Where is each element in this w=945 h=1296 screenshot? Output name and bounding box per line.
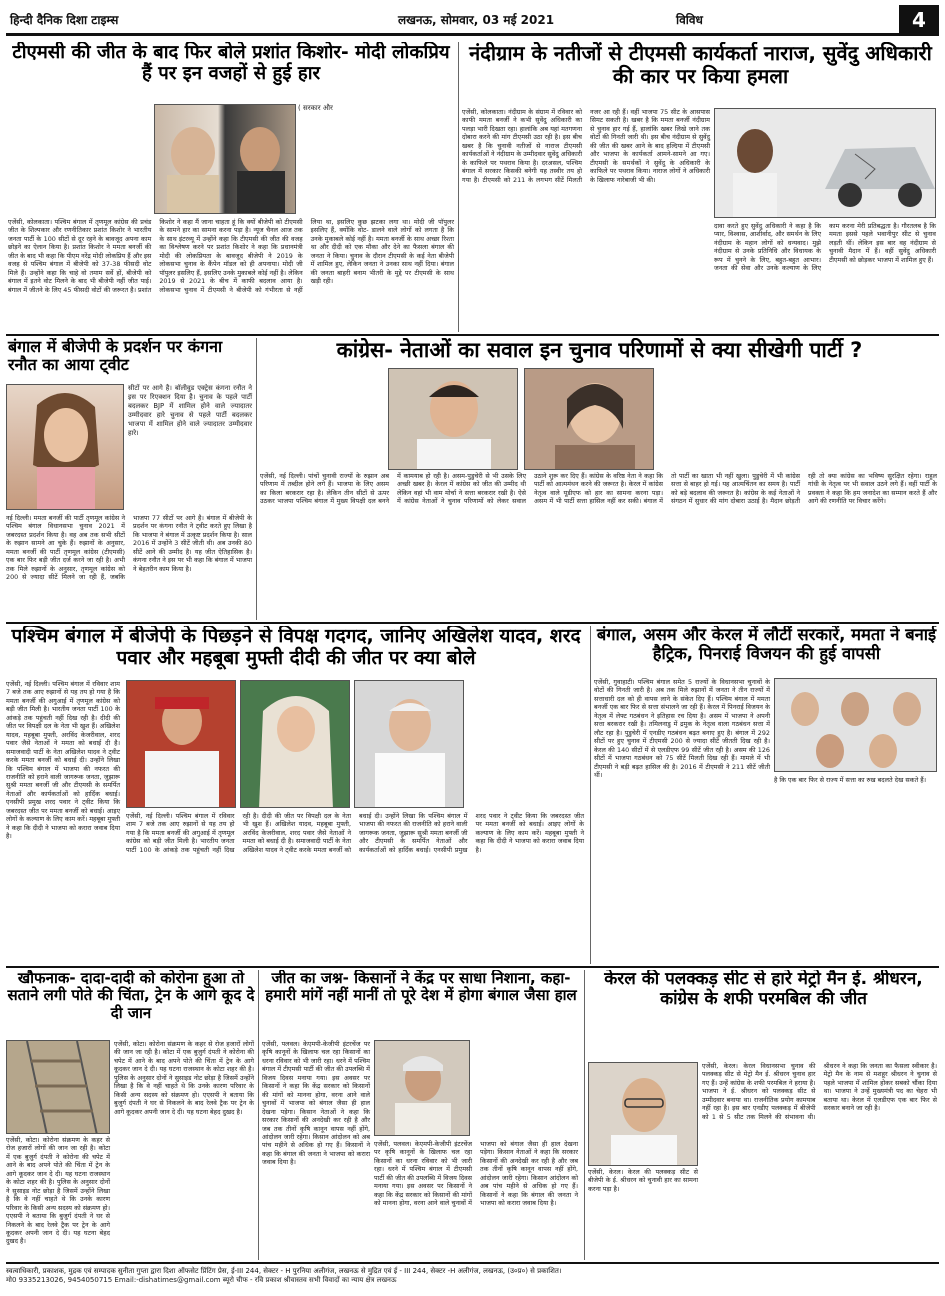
section-rule xyxy=(6,622,939,624)
story-bengal-assam-body: एजेंसी, गुवाहाटी। पश्चिम बंगाल समेत 5 राज्यों के विधानसभा चुनावों के वोटों की गिनती जारी है। अब तक मिले रुझानों में जनता ने तीन राज्यों में सत्ताधारी दल को ही वापस लाने के संकेत दिए हैं। पश्चिम बंगाल में ममता बनर्जी एक बार फिर से सत्ता संभालने जा रही हैं। केरल में पिनराई विजयन के नेतृत्व में लेफ्ट गठबंधन ने इतिहास रच दिया है। असम में भाजपा ने अपनी सत्ता बरकरार रखी है। तमिलनाडु में द्रमुक के नेतृत्व वाला गठबंधन सत्ता में लौट रहा है। पुडुचेरी में एनडीए गठबंधन बढ़त बनाए हुए है। बंगाल में 292 सीटों पर हुए चुनाव में टीएमसी 200 से ज्यादा सीटें जीतती दिख रही है। केरल की 140 सीटों में से एलडीएफ 99 सीटें जीत रही है। असम की 126 सीटों में भाजपा गठबंधन को 75 सीटें मिलती दिख रही हैं। मामले में भी टीएमसी ने बड़ी बढ़त हासिल की है। 2016 में टीएमसी ने 211 सीटें जीती थीं। xyxy=(594,678,770,779)
section-rule xyxy=(6,966,939,968)
story-kangana-side: सीटों पर आगे है। बॉलीवुड एक्ट्रेस कंगना रनौत ने इस पर रिएक्शन दिया है। चुनाव के पहले पार्टी बदलकर BJP में शामिल होने वाले ज्यादातर उम्मीदवार हारे चुनाव से पहले पार्टी बदलकर भाजपा में शामिल होने वाले ज्यादातर उम्मीदवार हारे। xyxy=(128,384,252,437)
story-nandigram xyxy=(462,42,939,332)
story-farmers-body: एजेंसी, पलवल। केएमपी-केजीपी इंटरचेंज पर कृषि कानूनों के खिलाफ चल रहा किसानों का धरना रविवार को भी जारी रहा। धरने में पश्चिम बंगाल में टीएमसी पार्टी की जीत की उपलब्धि में विजय दिवस मनाया गया। इस अवसर पर किसानों ने कहा कि केंद्र सरकार को किसानों की मांगों को मानना होगा, वरना आने वाले चुनावों में भाजपा को बंगाल जैसा ही हाल देखना पड़ेगा। किसान नेताओं ने कहा कि सरकार किसानों की अनदेखी कर रही है और जब तक तीनों कृषि कानून वापस नहीं होंगे, आंदोलन जारी रहेगा। किसान आंदोलन को अब पांच महीने से अधिक हो गए हैं। किसानों ने कहा कि बंगाल की जनता ने भाजपा को करारा जवाब दिया है। xyxy=(374,1140,578,1208)
contact-line: मो0 9335213026, 9454050715 Email:-dishatimes@gmail.com ब्यूरो चीफ - रवि प्रकाश श्रीवास्तव सभी विवादों का न्याय क्षेत्र लखनऊ xyxy=(6,1276,397,1285)
column-rule xyxy=(590,626,591,964)
story-tmc-photo xyxy=(154,104,296,214)
story-kerala-caption: एजेंसी, केरल। केरल की पलक्कड़ सीट से बीजेपी के ई. श्रीधरन को चुनावी हार का सामना करना पड़ा है। xyxy=(588,1168,698,1193)
story-tmc xyxy=(6,42,456,332)
story-bengal-assam-headline: बंगाल, असम और केरल में लौटीं सरकारें, ममता ने बनाई हैट्रिक, पिनराई विजयन की हुई वापसी xyxy=(596,626,937,663)
story-akhilesh xyxy=(6,626,586,964)
story-suicide-body-right: एजेंसी, कोटा। कोरोना संक्रमण के कहर से रोज हजारों लोगों की जान जा रही है। कोटा में एक बुजुर्ग दंपती ने कोरोना की चपेट में आने के बाद अपने पोते की चिंता में ट्रेन के आगे कूदकर जान दे दी। यह घटना राजस्थान के कोटा शहर की है। पुलिस के अनुसार दोनों ने सुसाइड नोट छोड़ा है जिसमें उन्होंने लिखा है कि वे नहीं चाहते थे कि उनके कारण परिवार के किसी अन्य सदस्य को संक्रमण हो। एएसपी ने बताया कि बुजुर्ग दंपती ने घर से निकलने के बाद रेलवे ट्रैक पर ट्रेन के आगे कूदकर अपनी जान दे दी। यह घटना बेहद दुखद है। xyxy=(114,1040,254,1116)
story-akhilesh-body: एजेंसी, नई दिल्ली। पश्चिम बंगाल में रविवार शाम 7 बजे तक आए रुझानों से यह तय हो गया है कि ममता बनर्जी की अगुआई में तृणमूल कांग्रेस को बड़ी जीत मिली है। भारतीय जनता पार्टी 100 के आंकड़े तक पहुंचती नहीं दिख रही है। दीदी की जीत पर विपक्षी दल के नेता भी खुश हैं। अखिलेश यादव, महबूबा मुफ्ती, अरविंद केजरीवाल, शरद पवार जैसे नेताओं ने ममता को बधाई दी है। समाजवादी पार्टी के नेता अखिलेश यादव ने ट्वीट करके ममता बनर्जी को बधाई दी। उन्होंने लिखा कि पश्चिम बंगाल में भाजपा की नफरत की राजनीति को हराने वाली जागरूक जनता, जुझारू सुश्री ममता बनर्जी जी और टीएमसी के समर्पित नेताओं और कार्यकर्ताओं को हार्दिक बधाई। एनसीपी प्रमुख शरद पवार ने ट्वीट किया कि जबरदस्त जीत पर ममता बनर्जी को बधाई। आइए लोगों के कल्याण के लिए काम करें। महबूबा मुफ्ती ने कहा कि दीदी ने भाजपा को करारा जवाब दिया है। xyxy=(6,680,120,841)
story-akhilesh-headline: पश्चिम बंगाल में बीजेपी के पिछड़ने से विपक्ष गदगद, जानिए अखिलेश यादव, शरद पवार और महबूबा मुफ्ती दीदी की जीत पर क्या बोले xyxy=(11,626,581,669)
story-suicide-photo xyxy=(6,1040,110,1134)
section-rule xyxy=(6,334,939,336)
story-kangana-photo xyxy=(6,384,124,510)
story-congress-photo-rahul xyxy=(388,368,518,470)
story-congress xyxy=(260,338,939,620)
column-rule xyxy=(584,970,585,1260)
portrait-illustration xyxy=(241,681,350,808)
imprint-line: स्वत्वाधिकारी, प्रकाशक, मुद्रक एवं सम्पादक सुनीता गुप्ता द्वारा दिशा ऑफसेट प्रिंटिंग प्रेस, ई-III 244, सेक्टर - H पुरनिया अलीगंज, लखनऊ से मुद्रित एवं ई - III 244, सेक्टर -H अलीगंज, लखनऊ, (उ०प्र०) से प्रकाशित। xyxy=(6,1267,562,1275)
paper-name: हिन्दी दैनिक दिशा टाइम्स xyxy=(10,13,119,27)
portrait-illustration xyxy=(375,1041,470,1136)
story-bengal-assam xyxy=(594,626,939,964)
story-kerala xyxy=(588,970,939,1260)
portrait-illustration xyxy=(589,1063,698,1166)
story-farmers-body-left: एजेंसी, पलवल। केएमपी-केजीपी इंटरचेंज पर कृषि कानूनों के खिलाफ चल रहा किसानों का धरना रविवार को भी जारी रहा। धरने में पश्चिम बंगाल में टीएमसी पार्टी की जीत की उपलब्धि में विजय दिवस मनाया गया। इस अवसर पर किसानों ने कहा कि केंद्र सरकार को किसानों की मांगों को मानना होगा, वरना आने वाले चुनावों में भाजपा को बंगाल जैसा ही हाल देखना पड़ेगा। किसान नेताओं ने कहा कि सरकार किसानों की अनदेखी कर रही है और जब तक तीनों कृषि कानून वापस नहीं होंगे, आंदोलन जारी रहेगा। किसान आंदोलन को अब पांच महीने से अधिक हो गए हैं। किसानों ने कहा कि बंगाल की जनता ने भाजपा को करारा जवाब दिया है। xyxy=(262,1040,370,1167)
portrait-illustration xyxy=(155,105,296,214)
story-bengal-assam-photo xyxy=(774,678,937,772)
portrait-illustration xyxy=(7,385,124,510)
story-kangana xyxy=(6,338,254,620)
story-akhilesh-photo-2 xyxy=(240,680,350,808)
story-kerala-body: एजेंसी, केरल। केरल विधानसभा चुनाव की पलक्कड़ सीट से मेट्रो मैन ई. श्रीधरन चुनाव हार गए हैं। उन्हें कांग्रेस के शफी परमबिल ने हराया है। भाजपा ने ई. श्रीधरन को पलक्कड़ सीट से उम्मीदवार बनाया था। राजनीतिक प्रयोग कामयाब नहीं रहा है। इस बार एनडीए पलक्कड़ में बीजेपी को 1 से 5 सीट तक मिलने की संभावना थी। श्रीधरन ने कहा कि जनता का फैसला स्वीकार है। मेट्रो मैन के नाम से मशहूर श्रीधरन ने चुनाव से पहले भाजपा में शामिल होकर सबको चौंका दिया था। भाजपा ने उन्हें मुख्यमंत्री पद का चेहरा भी बताया था। केरल में एलडीएफ एक बार फिर से सरकार बनाने जा रही है। xyxy=(702,1062,937,1121)
story-suicide-body: एजेंसी, कोटा। कोरोना संक्रमण के कहर से रोज हजारों लोगों की जान जा रही है। कोटा में एक बुजुर्ग दंपती ने कोरोना की चपेट में आने के बाद अपने पोते की चिंता में ट्रेन के आगे कूदकर जान दे दी। यह घटना राजस्थान के कोटा शहर की है। पुलिस के अनुसार दोनों ने सुसाइड नोट छोड़ा है जिसमें उन्होंने लिखा है कि वे नहीं चाहते थे कि उनके कारण परिवार के किसी अन्य सदस्य को संक्रमण हो। एएसपी ने बताया कि बुजुर्ग दंपती ने घर से निकलने के बाद रेलवे ट्रैक पर ट्रेन के आगे कूदकर अपनी जान दे दी। यह घटना बेहद दुखद है। xyxy=(6,1136,110,1246)
story-nandigram-photo xyxy=(714,108,936,218)
railway-track-illustration xyxy=(7,1041,110,1134)
car-attack-illustration xyxy=(715,109,936,218)
story-bengal-assam-caption: है कि एक बार फिर से राज्य में सत्ता का रुख बदलते देख सकते हैं। xyxy=(774,776,927,784)
story-tmc-headline: टीएमसी की जीत के बाद फिर बोले प्रशांत किशोर- मोदी लोकप्रिय हैं पर इन वजहों से हुई हार xyxy=(12,42,450,85)
portrait-illustration xyxy=(525,369,654,470)
story-nandigram-body: एजेंसी, कोलकाता। नंदीग्राम के संग्राम में रविवार को काफी ममता बनर्जी ने कभी सुवेंदु अधिकारी का पलड़ा भारी दिखता रहा। हालांकि अब यहां मतगणना दोबारा करने की मांग टीएमसी उठा रही है। इस बीच खबर है कि चुनावी नतीजों से नाराज टीएमसी कार्यकर्ताओं ने नंदीग्राम के उम्मीदवार सुवेंदु अधिकारी के काफिले पर पथराव किया है। दरअसल, पश्चिम बंगाल में सरकार किसकी बनेगी यह तस्वीर तय हो गया है। टीएमसी को 211 के लगभग सीटें मिलती नजर आ रही हैं। वहीं भाजपा 75 सीट के आसपास सिमट सकती है। खबर है कि ममता बनर्जी नंदीग्राम से चुनाव हार गई हैं, हालांकि खबर लिखे जाने तक वोटों की गिनती जारी थी। इस बीच नंदीग्राम से सुवेंदु की जीत की खबर आने के बाद हल्दिया में टीएमसी और भाजपा के कार्यकर्ता आमने-सामने आ गए। टीएमसी के समर्थकों ने सुवेंदु के अधिकारी के काफिले पर पथराव किया। नाराज लोगों ने अधिकारी के खिलाफ नारेबाजी भी की। xyxy=(462,108,710,184)
masthead xyxy=(6,6,939,36)
imprint-footer xyxy=(6,1262,939,1292)
story-nandigram-caption: दावा करते हुए सुवेंदु अधिकारी ने कहा है कि प्यार, विश्वास, आशीर्वाद, और समर्थन के लिए नंदीग्राम के महान लोगों को धन्यवाद। मुझे नंदीग्राम से उनके प्रतिनिधि और विधायक के रूप में चुनने के लिए, बहुत-बहुत आभार। जनता की सेवा और उनके कल्याण के लिए काम करना मेरी प्रतिबद्धता है। गौरतलब है कि ममता इससे पहले भवानीपुर सीट से चुनाव लड़ती थीं। लेकिन इस बार वह नंदीग्राम से चुनावी मैदान में हैं। वहीं सुवेंदु अधिकारी टीएमसी को छोड़कर भाजपा में शामिल हुए हैं। xyxy=(714,222,936,273)
story-farmers xyxy=(262,970,580,1260)
story-kangana-body: नई दिल्ली। ममता बनर्जी की पार्टी तृणमूल कांग्रेस ने पश्चिम बंगाल विधानसभा चुनाव 2021 में जबरदस्त प्रदर्शन किया है। वह अब तक सभी सीटों के रुझान सामने आ चुके हैं। रुझानों के अनुसार, ममता बनर्जी की पार्टी तृणमूल कांग्रेस (टीएमसी) एक बार फिर बड़ी जीत दर्ज करने जा रही है। अभी तक मिले रुझानों के अनुसार, तृणमूल कांग्रेस को 200 से ज्यादा सीटें मिलने जा रही हैं, जबकि भाजपा 77 सीटों पर आगे है। बंगाल में बीजेपी के प्रदर्शन पर कंगना रनौत ने ट्वीट करते हुए लिखा है कि भाजपा ने बंगाल में उत्कृष्ट प्रदर्शन किया है। साल 2016 में उन्होंने 3 सीटें जीती थी। अब उनकी 80 सीटें आने की उम्मीद है। यह जीत ऐतिहासिक है। कंगना रनौत ने इस पर भी कहा कि बंगाल में भाजपा ने बेहतरीन काम किया है। xyxy=(6,514,252,582)
story-tmc-body: एजेंसी, कोलकाता। पश्चिम बंगाल में तृणमूल कांग्रेस की प्रचंड जीत के शिल्पकार और रणनीतिकार प्रशांत किशोर ने भारतीय जनता पार्टी के 100 सीटों से दूर रहने के बावजूद अपना काम छोड़ने का ऐलान किया है। प्रशांत किशोर ने ममता बनर्जी की जीत के बाद भी कहा कि पीएम नरेंद्र मोदी लोकप्रिय हैं और इस वजह से पश्चिम बंगाल में बीजेपी को 37-38 फीसदी वोट मिले हैं। उन्होंने कहा कि चाहे वो तमाम सर्वे हों, बीजेपी को बंगाल में इतने वोट मिलने के बाद भी बीजेपी नहीं जीत पाई। बंगाल में जीतने के लिए 45 फीसदी वोटों की जरूरत है। प्रशांत किशोर ने कहा मैं जाना चाहता हूं कि क्यों बीजेपी को टीएमसी के सामने हार का सामना करना पड़ा है। न्यूज चैनल आज तक के साथ इंटरव्यू में उन्होंने कहा कि टीएमसी की जीत की वजह का विश्लेषण करने पर प्रशांत किशोर ने कहा कि प्रधानमंत्री मोदी की लोकप्रियता के बावजूद बीजेपी ने 2019 के लोकसभा चुनाव के कैंपेन मॉडल को ही अपनाया। मोदी जी पॉपुलर इसलिए हैं, इसलिए उनके मुकाबले कोई नहीं है। लेकिन 2019 से 2021 के बीच में काफी बदलाव आया है। लोकसभा चुनाव में टीएमसी ने बीजेपी को गंभीरता से नहीं लिया था, इसलिए कुछ झटका लगा था। मोदी जी पॉपुलर इसलिए हैं, क्योंकि वोट- डालने वाले लोगों को लगता है कि उनके मुकाबले कोई नहीं है। ममता बनर्जी के साथ अच्छा रिश्ता था और दीदी को एक मौका और देने का फैसला बंगाल की जनता ने किया। चुनाव के दौरान टीएमसी के कई नेता बीजेपी में शामिल हुए, लेकिन जनता ने उनका साथ नहीं दिया। बंगाल की जनता बाहरी बनाम भीतरी के मुद्दे पर टीएमसी के साथ खड़ी रही। xyxy=(8,218,454,294)
column-rule xyxy=(256,338,257,620)
column-rule xyxy=(458,42,459,332)
story-farmers-headline: जीत का जश्न- किसानों ने केंद्र पर साधा निशाना, कहा- हमारी मांगें नहीं मानीं तो पूरे देश में होगा बंगाल जैसा हाल xyxy=(265,970,577,1005)
story-akhilesh-body-lower: एजेंसी, नई दिल्ली। पश्चिम बंगाल में रविवार शाम 7 बजे तक आए रुझानों से यह तय हो गया है कि ममता बनर्जी की अगुआई में तृणमूल कांग्रेस को बड़ी जीत मिली है। भारतीय जनता पार्टी 100 के आंकड़े तक पहुंचती नहीं दिख रही है। दीदी की जीत पर विपक्षी दल के नेता भी खुश हैं। अखिलेश यादव, महबूबा मुफ्ती, अरविंद केजरीवाल, शरद पवार जैसे नेताओं ने ममता को बधाई दी है। समाजवादी पार्टी के नेता अखिलेश यादव ने ट्वीट करके ममता बनर्जी को बधाई दी। उन्होंने लिखा कि पश्चिम बंगाल में भाजपा की नफरत की राजनीति को हराने वाली जागरूक जनता, जुझारू सुश्री ममता बनर्जी जी और टीएमसी के समर्पित नेताओं और कार्यकर्ताओं को हार्दिक बधाई। एनसीपी प्रमुख शरद पवार ने ट्वीट किया कि जबरदस्त जीत पर ममता बनर्जी को बधाई। आइए लोगों के कल्याण के लिए काम करें। महबूबा मुफ्ती ने कहा कि दीदी ने भाजपा को करारा जवाब दिया है। xyxy=(126,812,584,854)
dateline: लखनऊ, सोमवार, 03 मई 2021 xyxy=(397,13,555,27)
story-tmc-photo-caption: ( सरकार और xyxy=(298,104,333,112)
portrait-illustration xyxy=(355,681,464,808)
story-congress-headline: कांग्रेस- नेताओं का सवाल इन चुनाव परिणामों से क्या सीखेगी पार्टी ? xyxy=(336,338,863,362)
section-name: विविध xyxy=(676,13,703,27)
story-kerala-photo xyxy=(588,1062,698,1166)
story-suicide-headline: खौफनाक- दादा-दादी को कोरोना हुआ तो सताने लगी पोते की चिंता, ट्रेन के आगे कूद दे दी जान xyxy=(7,970,255,1022)
column-rule xyxy=(258,970,259,1260)
story-kerala-headline: केरल की पलक्कड़ सीट से हारे मेट्रो मैन ई. श्रीधरन, कांग्रेस के शफी परमबिल की जीत xyxy=(604,970,923,1009)
story-akhilesh-photo-3 xyxy=(354,680,464,808)
story-nandigram-headline: नंदीग्राम के नतीजों से टीएमसी कार्यकर्ता नाराज, सुवेंदु अधिकारी की कार पर किया हमला xyxy=(469,42,932,88)
story-suicide xyxy=(6,970,256,1260)
leaders-collage-illustration xyxy=(775,679,937,772)
story-congress-photo-sonia xyxy=(524,368,654,470)
story-akhilesh-photo-1 xyxy=(126,680,236,808)
portrait-illustration xyxy=(127,681,236,808)
story-kangana-headline: बंगाल में बीजेपी के प्रदर्शन पर कंगना रनौत का आया ट्वीट xyxy=(8,338,223,375)
story-farmers-photo xyxy=(374,1040,470,1136)
story-congress-body: एजेंसी, नई दिल्ली। पांचों चुनावी राज्यों के रुझान अब परिणाम में तब्दील होने लगे हैं। भाजपा के लिए असम का किला बरकरार रहा है। लेकिन तीन सीटों से ऊपर उठकर भाजपा पश्चिम बंगाल में मुख्य विपक्षी दल बनने में कामयाब हो रही है। असम-पुडुचेरी से भी उसके लिए अच्छी खबर है। केरल में कांग्रेस को जीत की उम्मीद थी लेकिन वहां भी वाम मोर्चा ने सत्ता बरकरार रखी है। ऐसे में कांग्रेस नेताओं ने चुनाव परिणामों को लेकर सवाल उठाने शुरू कर दिए हैं। कांग्रेस के वरिष्ठ नेता ने कहा कि पार्टी को आत्ममंथन करने की जरूरत है। केरल में कांग्रेस नेतृत्व वाले यूडीएफ को हार का सामना करना पड़ा। असम में भी पार्टी सत्ता हासिल नहीं कर सकी। बंगाल में तो पार्टी का खाता भी नहीं खुला। पुडुचेरी में भी कांग्रेस सत्ता से बाहर हो गई। यह आत्मचिंतन का समय है। पार्टी को बड़े बदलाव की जरूरत है। कांग्रेस के कई नेताओं ने संगठन में सुधार की मांग दोबारा उठाई है। मैदान छोड़ती रही तो क्या कांग्रेस का भविष्य सुरक्षित रहेगा। राहुल गांधी के नेतृत्व पर भी सवाल उठने लगे हैं। वहीं पार्टी के प्रवक्ता ने कहा कि हम जनादेश का सम्मान करते हैं और आगे की रणनीति पर विचार करेंगे। xyxy=(260,472,937,506)
page-number: 4 xyxy=(899,5,939,35)
portrait-illustration xyxy=(389,369,518,470)
